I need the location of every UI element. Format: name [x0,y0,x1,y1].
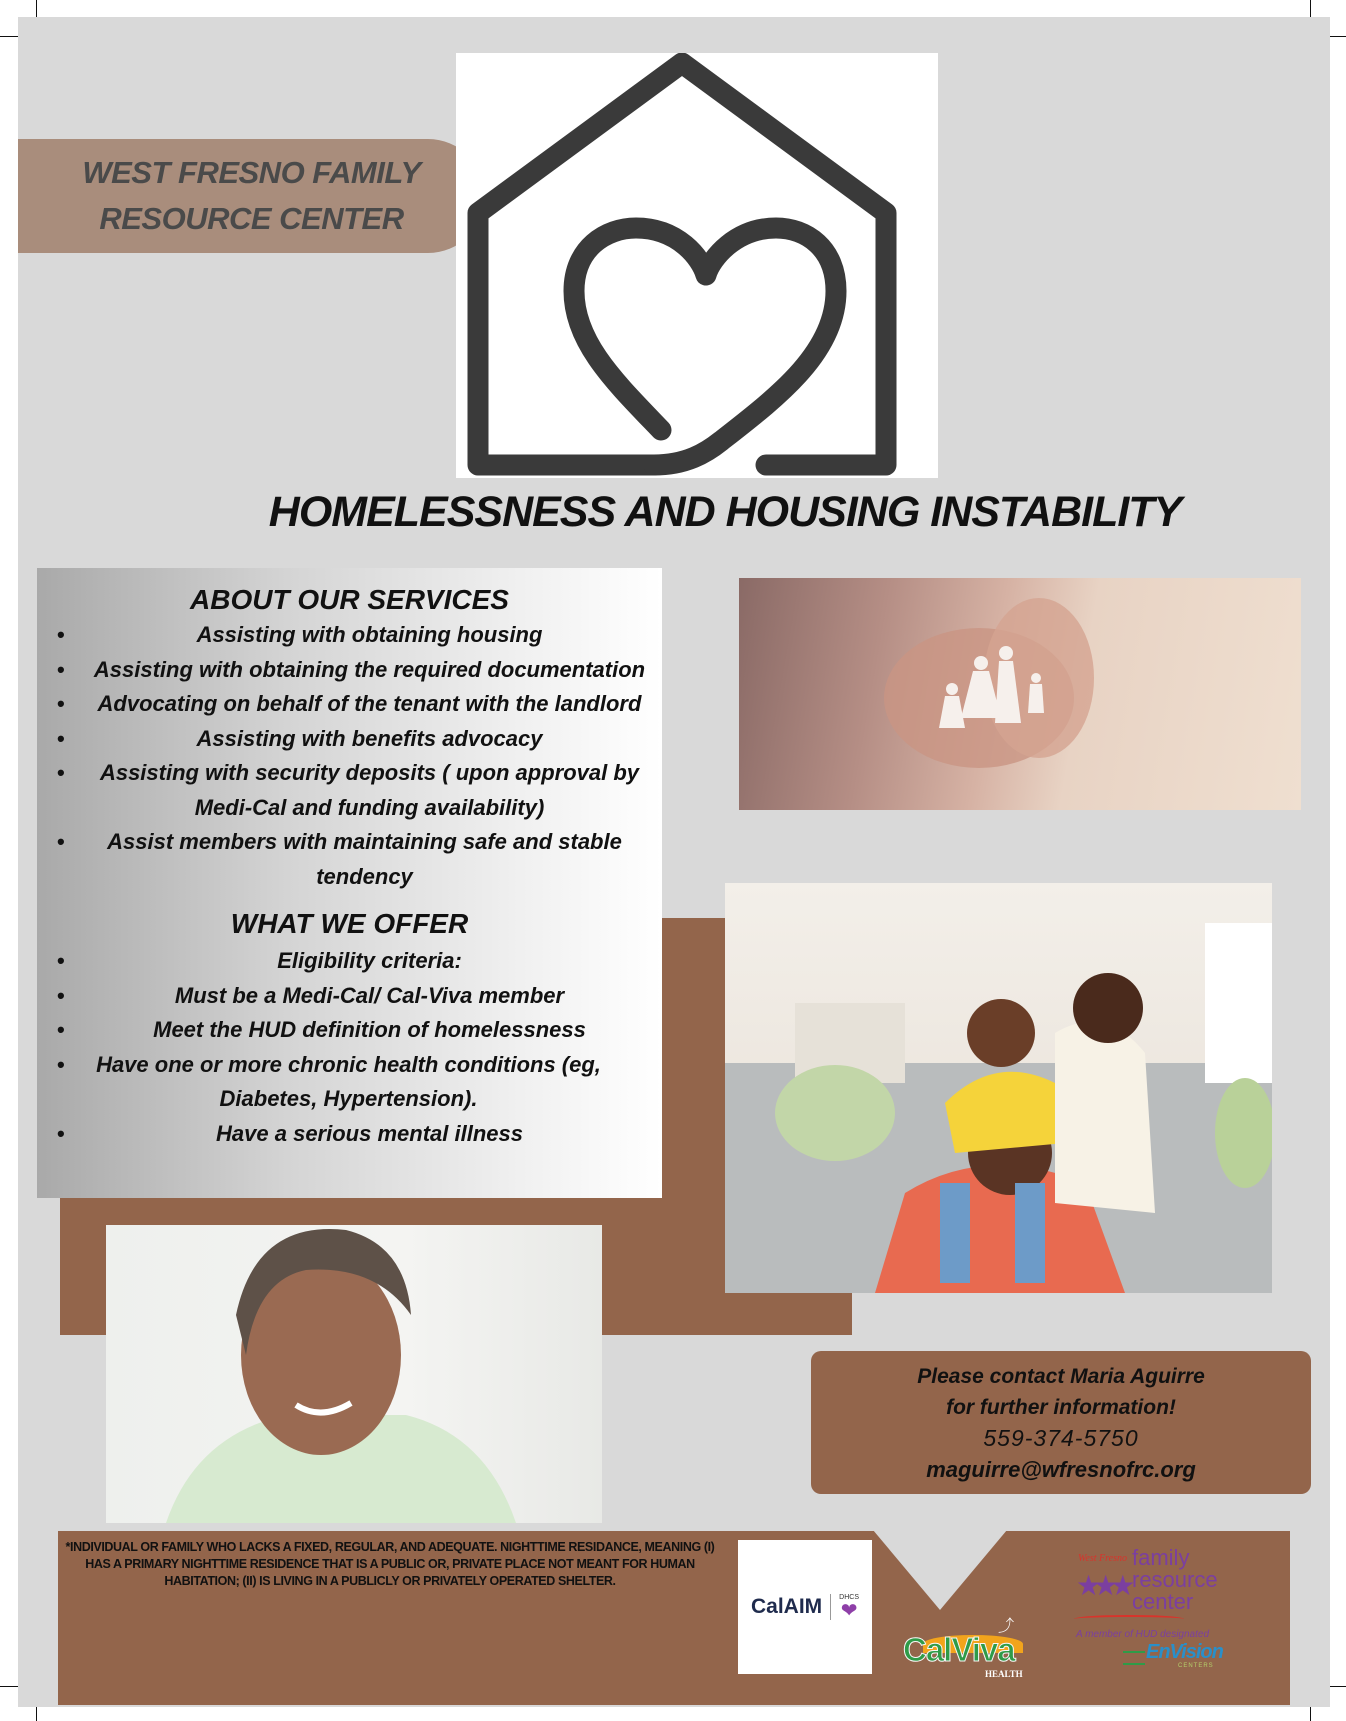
crop-mark [1310,0,1311,17]
frc-line2: resource [1132,1567,1218,1592]
crop-mark [36,0,37,17]
crop-mark [36,1706,37,1721]
list-item: • Have a serious mental illness [37,1117,662,1152]
org-name-line1: WEST FRESNO FAMILY [82,155,421,190]
calviva-sub: HEALTH [985,1669,1023,1679]
list-item: • Assisting with obtaining housing [37,618,662,653]
hud-line: A member of HUD designated [1076,1629,1210,1640]
list-item: • Assisting with security deposits ( upon approval by Medi-Cal and funding availability) [37,756,662,825]
envision-lines-icon [1123,1651,1145,1665]
frc-line3: center [1132,1589,1194,1614]
list-item: • Assist members with maintaining safe and stable tendency [37,825,662,894]
house-heart-icon [456,53,938,478]
contact-box [811,1351,1311,1494]
frc-line1: family [1132,1545,1190,1570]
envision-sub: CENTERS [1178,1663,1214,1669]
calaim-label: CalAIM [750,1595,823,1618]
dhcs-logo [839,1594,859,1621]
list-item: • Must be a Medi-Cal/ Cal-Viva member [37,979,662,1014]
contact-line2: for further information! [946,1395,1176,1419]
services-panel [37,568,662,1198]
family-on-couch-photo [725,883,1272,1293]
hands-holding-paper-family-photo [739,578,1301,810]
services-heading: ABOUT OUR SERVICES [190,584,509,615]
calviva-logo [903,1611,1043,1691]
crop-mark [1329,1686,1346,1687]
hud-definition-note: *INDIVIDUAL OR FAMILY WHO LACKS A FIXED, REGULAR, AND ADEQUATE. NIGHTTIME RESIDANCE, MEANING (I) HAS A PRIMARY NIGHTTIME RESIDENCE THAT IS A PUBLIC OR, PRIVATE PLACE NOT MEANT FOR HUMAN HABITATION; (II) IS LIVING IN A PUBLICLY OR PRIVATELY OPERATED SHELTER. [65,1540,715,1588]
services-list [37,618,662,894]
list-item: • Have one or more chronic health conditions (eg, Diabetes, Hypertension). [37,1048,662,1117]
crop-mark [0,1686,18,1687]
footer-notch [873,1530,1007,1610]
list-item: • Advocating on behalf of the tenant with the landlord [37,687,662,722]
crop-mark [1310,1706,1311,1721]
frc-small: West Fresno [1078,1553,1127,1564]
list-item: • Eligibility criteria: [37,944,662,979]
logo-divider [830,1594,831,1620]
contact-email[interactable]: maguirre@wfresnofrc.org [926,1456,1196,1482]
dhcs-heart-icon: ❤ [840,1599,858,1622]
envision-label: EnVision [1146,1641,1223,1663]
smiling-older-woman-photo [106,1225,602,1523]
contact-phone[interactable]: 559-374-5750 [983,1424,1139,1451]
list-item: • Meet the HUD definition of homelessness [37,1013,662,1048]
crop-mark [0,36,18,37]
calaim-logo [738,1540,872,1674]
logo-panel [456,53,938,478]
bird-icon: ⤴ [998,1618,1015,1635]
footer-banner [58,1531,1290,1705]
frc-swoosh [1074,1615,1184,1623]
crop-mark [1329,36,1346,37]
org-name-banner [18,139,485,253]
org-name-line2: RESOURCE CENTER [99,201,404,236]
frc-logo [1068,1545,1248,1699]
dhcs-label: DHCS [839,1593,860,1601]
list-item: • Assisting with benefits advocacy [37,722,662,757]
calviva-label: CalViva [903,1631,1015,1668]
contact-line1: Please contact Maria Aguirre [917,1364,1205,1388]
offer-heading: WHAT WE OFFER [230,908,469,939]
offer-list [37,944,662,1151]
frc-people-icon: ★★★ [1076,1570,1128,1601]
page-title: HOMELESSNESS AND HOUSING INSTABILITY [268,488,1182,536]
list-item: • Assisting with obtaining the required documentation [37,653,662,688]
